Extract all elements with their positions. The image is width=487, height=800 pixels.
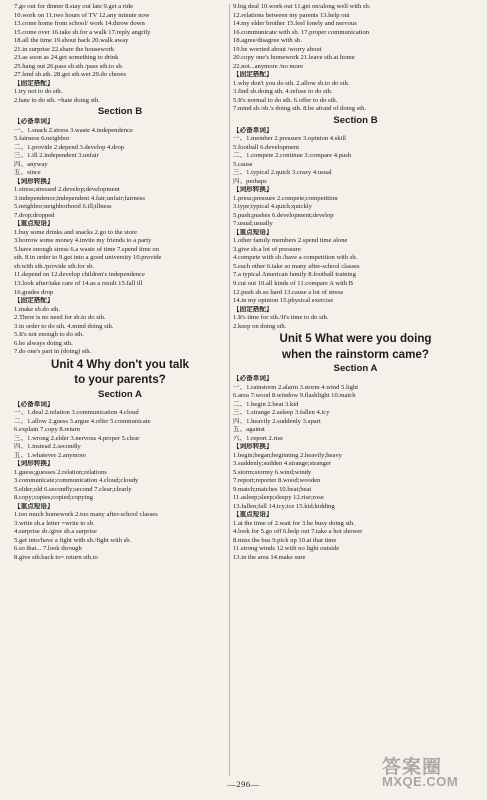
answer-line: 21.in surprise 22.share the housework bbox=[14, 45, 114, 53]
answer-line: 四、1.instead 2.secondly bbox=[14, 443, 81, 451]
answer-line: 6.so that... 7.look through bbox=[14, 545, 82, 553]
answer-line: 5.fairness 6.neighbor bbox=[14, 135, 70, 143]
answer-line: 2.There is no need for sb.to do sth. bbox=[14, 314, 106, 322]
answer-line: 25.hang out 26.pass sb.sth./pass sth.to sb. bbox=[14, 62, 124, 70]
answer-line: 27.lend sb.sth. 28.get sth.wet 29.do chores bbox=[14, 71, 126, 79]
answer-line: 3.borrow some money 4.invite my friends to a party bbox=[14, 237, 152, 245]
unit-title bbox=[233, 331, 478, 362]
answer-line: 3.write sb.a letter =write to sb. bbox=[14, 519, 95, 527]
answer-line: 2.hate to do sth. =hate doing sth. bbox=[14, 96, 100, 104]
answer-line: 9.big deal 10.work out 11.get on/along well with sb. bbox=[233, 3, 371, 10]
unit-title bbox=[14, 357, 226, 388]
section-heading: Section B bbox=[333, 114, 378, 126]
answer-line: 9.match;matches 10.beat;beat bbox=[233, 485, 312, 493]
answer-line: 一、1.rainstorm 2.alarm 3.storm 4.wind 5.light bbox=[233, 383, 359, 391]
category-label: 【重点短语】 bbox=[14, 220, 54, 228]
answer-line: 13.look after/take care of 14.as a result 15.fall ill bbox=[14, 279, 143, 287]
answer-line: 5.have enough stress 6.a waste of time 7.spend time on bbox=[14, 245, 160, 253]
unit-title-line: when the rainstorm came? bbox=[282, 347, 429, 361]
category-label: 【必备单词】 bbox=[233, 375, 273, 383]
answer-line: 5.storm;stormy 6.wind;windy bbox=[233, 468, 312, 476]
answer-line: 7.mind sb./sb.'s doing sth. 8.be afraid of doing sth. bbox=[233, 105, 367, 113]
section-heading: Section A bbox=[333, 363, 378, 375]
answer-line: 22.not...anymore /no more bbox=[233, 62, 303, 70]
answer-line: 三、1.strange 2.asleep 3.fallen 4.icy bbox=[233, 409, 330, 417]
answer-line: 1.buy some drinks and snacks 2.go to the store bbox=[14, 228, 138, 236]
answer-line: 1.begin;began;beginning 2.heavily;heavy bbox=[233, 451, 342, 459]
answer-line: 二、1.compete 2.continue 3.compare 4.push bbox=[233, 152, 352, 160]
answer-line: 3.suddenly;sudden 4.strange;stranger bbox=[233, 460, 331, 468]
answer-line: 二、1.begin 2.beat 3.kid bbox=[233, 400, 299, 408]
answer-line: 2.keep on doing sth. bbox=[233, 322, 287, 330]
category-label: 【必备单词】 bbox=[14, 400, 54, 408]
category-label: 【词形转换】 bbox=[14, 460, 54, 468]
answer-line: 8.give sth.back to= return sth.to bbox=[14, 553, 98, 561]
answer-line: 7.go out for dinner 8.stay out late 9.get a ride bbox=[14, 3, 134, 10]
answer-line: 7.report;reporter 8.wood;wooden bbox=[233, 477, 321, 485]
answer-line: 三、1.wrong 2.elder 3.nervous 4.proper 5.clear bbox=[14, 434, 140, 442]
answer-line: 10.work on 11.two hours of TV 12.any minute now bbox=[14, 11, 150, 19]
category-label: 【词形转换】 bbox=[233, 186, 273, 194]
answer-line: 一、1.snack 2.stress 3.waste 4.independence bbox=[14, 126, 133, 134]
answer-line: 三、1.typical 2.quick 3.crazy 4.usual bbox=[233, 169, 332, 177]
answer-line: 18.agree/disagree with sb. bbox=[233, 37, 302, 45]
answer-line: 5.football 6.development bbox=[233, 143, 300, 151]
answer-line: 19.be worried about /worry about bbox=[233, 45, 322, 53]
answer-line: 11.strong winds 12.with no light outside bbox=[233, 545, 340, 553]
answer-line: 1.stress;stressed 2.develop;development bbox=[14, 186, 120, 194]
answer-line: sth. 8.in order to 9.get into a good university 10.provide bbox=[14, 254, 162, 262]
answer-line: 一、1.member 2.pressure 3.opinion 4.skill bbox=[233, 135, 346, 143]
answer-line: 四、anyway bbox=[14, 160, 48, 168]
answer-line: 1.other family members 2.spend time alone bbox=[233, 237, 348, 245]
answer-line: 3.give sb.a lot of pressure bbox=[233, 245, 301, 253]
answer-line: 5.It's not enough to do sth. bbox=[14, 331, 84, 339]
answer-line: 5.get into/have a fight with sb./fight with sb. bbox=[14, 536, 132, 544]
answer-line: 六、1.report 2.rise bbox=[233, 434, 283, 442]
answer-line: 18.all the time 19.shout back 20.walk away bbox=[14, 37, 129, 45]
category-label: 【重点短语】 bbox=[233, 511, 273, 519]
answer-line: 3.type;typical 4.quick;quickly bbox=[233, 203, 312, 211]
answer-line: 15.come over 16.take sb.for a walk 17.reply angrily bbox=[14, 28, 151, 36]
answer-line: 4.surprise sb./give sb.a surprise bbox=[14, 528, 97, 536]
answer-line: 1.guess;guesses 2.relation;relations bbox=[14, 468, 107, 476]
answer-line: 9.cut out 10.all kinds of 11.compare A with B bbox=[233, 279, 354, 287]
answer-line: 6.be always doing sth. bbox=[14, 339, 73, 347]
answer-line: 3.communicate;communication 4.cloud;cloudy bbox=[14, 477, 139, 485]
answer-line: 五、since bbox=[14, 169, 41, 177]
answer-line: 四、perhaps bbox=[233, 177, 267, 185]
answer-line: 7.a typical American family 8.football training bbox=[233, 271, 356, 279]
answer-line: 5.It's normal to do sth. 6.offer to do sth. bbox=[233, 96, 338, 104]
answer-line: 1.why don't you do sth. 2.allow sb.to do sth. bbox=[233, 79, 350, 87]
answer-line: 7.usual;usually bbox=[233, 220, 273, 228]
category-label: 【固定搭配】 bbox=[233, 305, 273, 313]
answer-line: 3.find sb.doing sth. 4.refuse to do sth. bbox=[233, 88, 333, 96]
answer-line: 16.communicate with sb. 17.proper communication bbox=[233, 28, 370, 36]
page-number: —296— bbox=[227, 779, 260, 789]
column-divider bbox=[229, 4, 230, 776]
answer-line: 4.compete with sb./have a competition with sb. bbox=[233, 254, 358, 262]
answer-line: 1.make sb.do sth. bbox=[14, 305, 60, 313]
answer-line: 五、1.whatever 2.anymore bbox=[14, 451, 86, 459]
answer-line: 7.drop;dropped bbox=[14, 211, 55, 219]
answer-line: 五、against bbox=[233, 426, 265, 434]
answer-line: 8.copy;copies;copied;copying bbox=[14, 494, 93, 502]
answer-line: sb.with sth./provide sth.for sb. bbox=[14, 262, 95, 270]
answer-line: 13.fallen;fall 14.icy;ice 15.kid;kidding bbox=[233, 502, 335, 510]
answer-line: 14.my elder brother 15.feel lonely and nervous bbox=[233, 20, 357, 28]
watermark-logo: 答案圈 bbox=[382, 757, 443, 778]
watermark-url: MXQE.COM bbox=[382, 774, 459, 789]
answer-line: 16.grades drop bbox=[14, 288, 54, 296]
answer-line: 20.copy one's homework 21.leave sth.at home bbox=[233, 54, 355, 62]
category-label: 【固定搭配】 bbox=[14, 297, 54, 305]
answer-line: 5.neighbor;neighborhood 6.ill;illness bbox=[14, 203, 112, 211]
answer-line: 13.in the area 14.make sure bbox=[233, 553, 306, 561]
unit-title-line: Unit 5 What were you doing bbox=[279, 332, 432, 346]
answer-line: 三、1.ill 2.independent 3.unfair bbox=[14, 152, 99, 160]
answer-line: 5.cause bbox=[233, 160, 253, 168]
answer-line: 1.too much homework 2.too many after-school classes bbox=[14, 511, 158, 519]
section-heading: Section A bbox=[98, 388, 142, 400]
answer-line: 8.miss the bus 9.pick up 10.at that time bbox=[233, 536, 337, 544]
answer-line: 1.press;pressure 2.compete;competition bbox=[233, 194, 338, 202]
unit-title-line: to your parents? bbox=[74, 373, 166, 387]
answer-line: 1.It's time for sth./It's time to do sth. bbox=[233, 314, 329, 322]
answer-line: 12.push sb.so hard 13.cause a lot of stress bbox=[233, 288, 344, 296]
answer-line: 3.independence;independent 4.fair;unfair;fairness bbox=[14, 194, 145, 202]
answer-line: 13.come home from school/ work 14.throw down bbox=[14, 20, 145, 28]
answer-line: 6.explain 7.copy 8.return bbox=[14, 426, 81, 434]
answer-line: 1.at the time of 2.wait for 3.be busy doing sth. bbox=[233, 519, 355, 527]
answer-line: 一、1.deal 2.relation 3.communication 4.cloud bbox=[14, 409, 139, 417]
answer-line: 5.push;pushes 6.development;develop bbox=[233, 211, 334, 219]
answer-line: 5.each other 6.take so many after-school classes bbox=[233, 262, 360, 270]
answer-line: 二、1.provide 2.depend 3.develop 4.drop bbox=[14, 143, 125, 151]
answer-line: 7.do one's part in (doing) sth. bbox=[14, 348, 92, 356]
answer-line: 3.in order to do sth. 4.mind doing sth. bbox=[14, 322, 114, 330]
right-column bbox=[233, 3, 478, 562]
category-label: 【词形转换】 bbox=[233, 443, 273, 451]
category-label: 【重点短语】 bbox=[233, 228, 273, 236]
answer-line: 6.area 7.wood 8.window 9.flashlight 10.match bbox=[233, 392, 356, 400]
answer-line: 14.in my opinion 15.physical exercise bbox=[233, 297, 334, 305]
answer-line: 1.try not to do sth. bbox=[14, 88, 63, 96]
answer-line: 23.as soon as 24.get something to drink bbox=[14, 54, 119, 62]
answer-line: 四、1.heavily 2.suddenly 3.apart bbox=[233, 417, 321, 425]
category-label: 【固定搭配】 bbox=[14, 79, 54, 87]
category-label: 【必备单词】 bbox=[14, 118, 54, 126]
category-label: 【词形转换】 bbox=[14, 177, 54, 185]
answer-line: 12.relations between my parents 13.help out bbox=[233, 11, 350, 19]
answer-line: 5.elder;old 6.secondly;second 7.clear;clearly bbox=[14, 485, 132, 493]
left-column bbox=[14, 3, 226, 562]
category-label: 【必备单词】 bbox=[233, 126, 273, 134]
unit-title-line: Unit 4 Why don't you talk bbox=[50, 357, 189, 371]
category-label: 【重点短语】 bbox=[14, 502, 54, 510]
answer-line: 4.look for 5.go off 6.help out 7.take a hot shower bbox=[233, 528, 363, 536]
category-label: 【固定搭配】 bbox=[233, 71, 273, 79]
answer-line: 11.depend on 12.develop children's independence bbox=[14, 271, 145, 279]
answer-line: 二、1.allow 2.guess 3.argue 4.offer 5.communicate bbox=[14, 417, 151, 425]
section-heading: Section B bbox=[97, 106, 143, 118]
answer-line: 11.asleep;sleep;sleepy 12.rise;rose bbox=[233, 494, 324, 502]
